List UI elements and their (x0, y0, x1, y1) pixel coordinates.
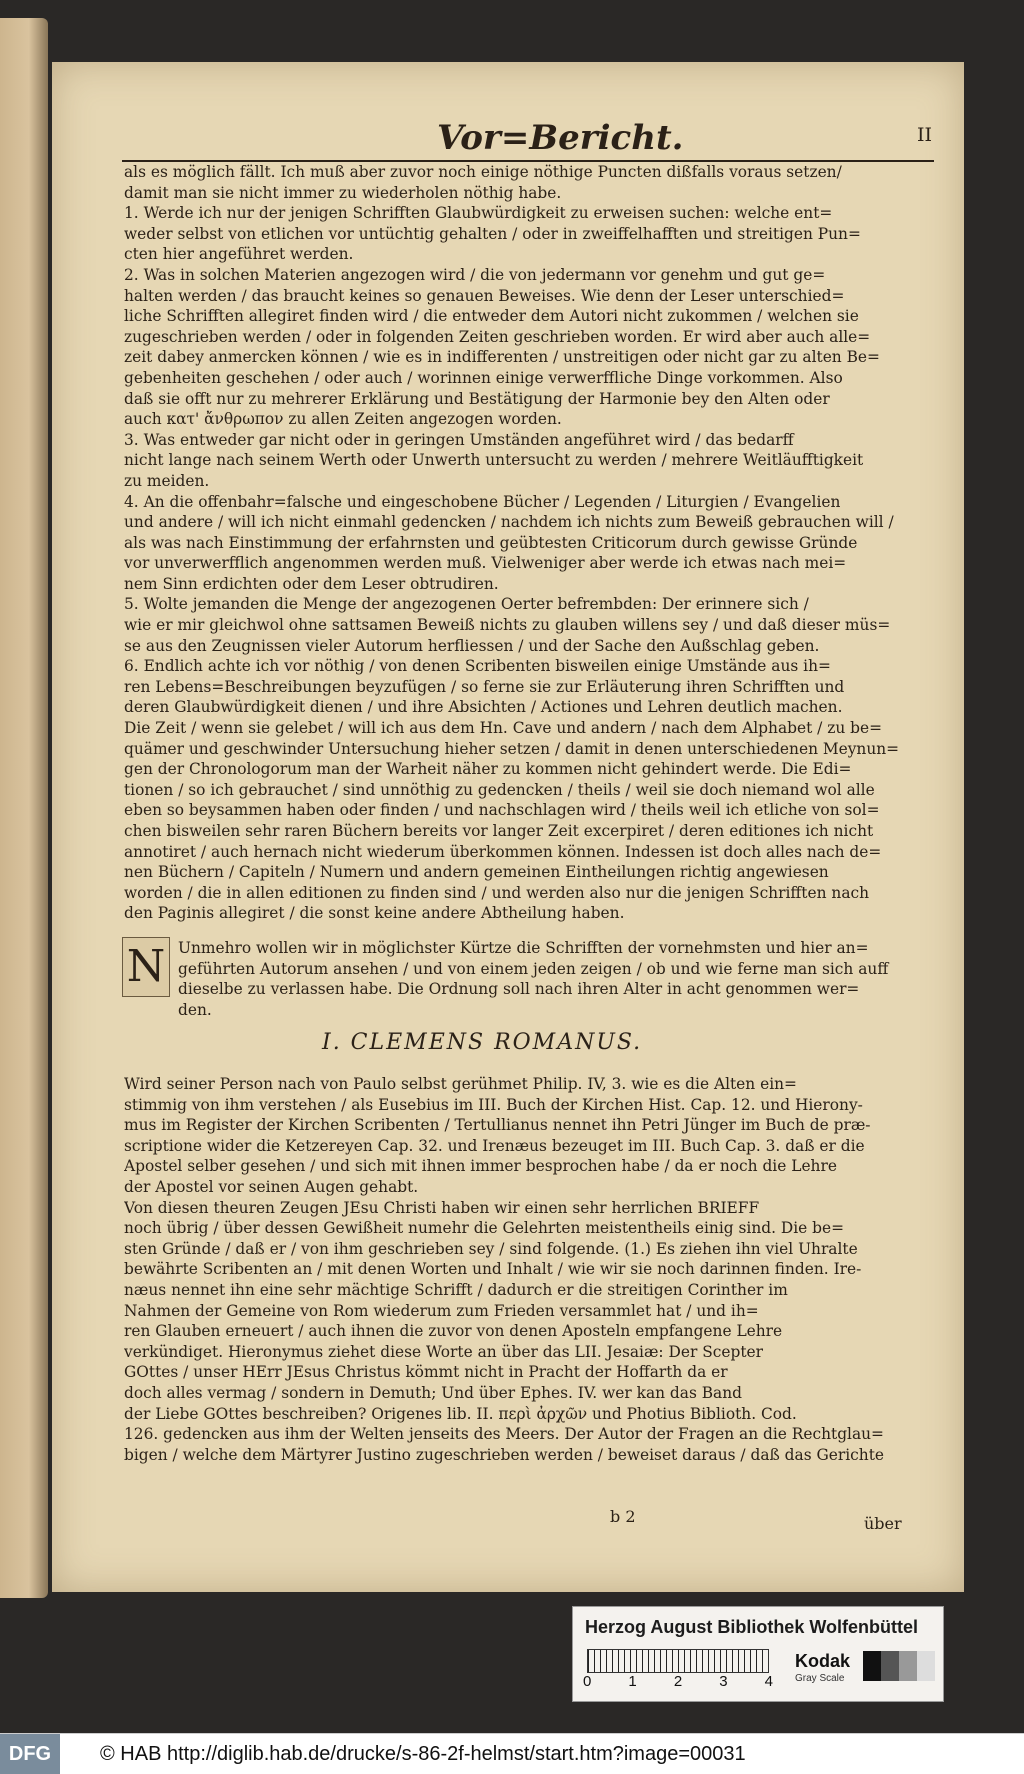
text-line: den. (178, 1000, 212, 1019)
text-line: der Apostel vor seinen Augen gehabt. (124, 1177, 419, 1196)
text-line: GOttes / unser HErr JEsus Christus kömmt nicht in Pracht der Hoffarth da er (124, 1363, 728, 1382)
text-line: auch κατ' ἄνθρωπον zu allen Zeiten angezogen worden. (124, 410, 562, 429)
page-number: II (916, 124, 932, 146)
copyright-url[interactable]: © HAB http://diglib.hab.de/drucke/s-86-2f-helmst/start.htm?image=00031 (100, 1743, 746, 1765)
book-page (52, 62, 964, 1592)
ruler-number: 1 (628, 1673, 637, 1690)
running-head: Vor=Bericht. (437, 118, 684, 158)
text-line: verkündiget. Hieronymus ziehet diese Worte an über das LII. Jesaiæ: Der Scepter (124, 1342, 763, 1361)
text-line: bigen / welche dem Märtyrer Justino zugeschrieben werden / beweiset daraus / daß das Gerichte (124, 1445, 885, 1464)
ruler-number: 2 (673, 1673, 683, 1690)
text-line: doch alles vermag / sondern in Demuth; Und über Ephes. IV. wer kan das Band (124, 1383, 742, 1402)
text-line: chen bisweilen sehr raren Büchern bereits vor langer Zeit excerpiret / deren editiones ich nicht (124, 822, 874, 840)
text-line: zeit dabey anmercken können / wie es in indifferenten / unstreitigen oder nicht gar zu alten Be= (124, 348, 880, 367)
gray-swatches (863, 1651, 935, 1681)
text-line: zugeschrieben werden / oder in folgenden Zeiten geschrieben worden. Er wird aber auch alle= (124, 327, 871, 346)
text-line: 5. Wolte jemanden die Menge der angezogenen Oerter befrembden: Der erinnere sich / (124, 595, 809, 614)
text-line: halten werden / das braucht keines so genauen Beweises. Wie denn der Leser unterschied= (124, 286, 845, 305)
text-line: 1. Werde ich nur der jenigen Schrifften Glaubwürdigkeit zu erweisen suchen: welche ent= (124, 204, 833, 223)
ruler-number: 3 (719, 1673, 728, 1690)
dfg-logo: DFG (0, 1734, 60, 1774)
text-line: quämer und geschwinder Untersuchung hieher setzen / damit in denen unterschiedenen Meynun= (124, 739, 900, 758)
text-line: gen der Chronologorum man der Warheit näher zu kommen nicht gehindert werde. Die Edi= (124, 760, 852, 779)
text-line: annotiret / auch hernach nicht wiederum überkommen können. Indessen ist doch alles nach de= (124, 842, 882, 861)
facing-page-edge (0, 18, 48, 1598)
text-line: Wird seiner Person nach von Paulo selbst gerühmet Philip. IV, 3. wie es die Alten ein= (124, 1075, 797, 1093)
library-name: Herzog August Bibliothek Wolfenbüttel (585, 1617, 918, 1637)
library-color-card (572, 1606, 944, 1702)
text-line: 4. An die offenbahr=falsche und eingeschobene Bücher / Legenden / Liturgien / Evangelien (124, 492, 841, 511)
text-line: eben so beysammen haben oder finden / und nachschlagen wird / theils weil ich etliche von sol= (124, 801, 880, 820)
text-line: stimmig von ihm verstehen / als Eusebius im III. Buch der Kirchen Hist. Cap. 12. und Hierony- (124, 1095, 863, 1114)
text-line: und andere / will ich nicht einmahl gedencken / nachdem ich nichts zum Beweiß gebrauchen will / (124, 513, 894, 532)
page-header (122, 110, 942, 160)
text-line: weder selbst von etlichen vor untüchtig gehalten / oder in zweiffelhafften und streitigen Pun= (124, 224, 861, 243)
text-line: als was nach Einstimmung der erfahrnsten und geübtesten Criticorum durch gewisse Gründe (124, 533, 858, 552)
text-line: der Liebe GOttes beschreiben? Origenes lib. II. περὶ ἀρχῶν und Photius Biblioth. Cod. (124, 1404, 797, 1423)
text-line: wie er mir gleichwol ohne sattsamen Beweiß nichts zu glauben willens sey / und daß dieser müs= (124, 616, 891, 635)
text-line: als es möglich fällt. Ich muß aber zuvor noch einige nöthige Puncten dißfalls voraus setzen/ (124, 163, 842, 181)
text-line: Von diesen theuren Zeugen JEsu Christi haben wir einen sehr herrlichen BRIEFF (124, 1198, 760, 1217)
text-line: 3. Was entweder gar nicht oder in geringen Umständen angeführet wird / das bedarff (124, 430, 794, 449)
text-line: worden / die in allen editionen zu finden sind / und werden also nur die jenigen Schrifften nach (124, 883, 870, 902)
text-line: Unmehro wollen wir in möglichster Kürtze die Schrifften der vornehmsten und hier an= (178, 939, 869, 957)
signature-mark: b 2 (610, 1507, 636, 1526)
kodak-logo-text: Kodak (795, 1651, 851, 1671)
ruler-number: 0 (583, 1673, 592, 1690)
text-line: sten Gründe / daß er / von ihm geschrieben sey / sind folgende. (1.) Es ziehen ihn viel Uhralte (124, 1239, 858, 1258)
text-line: gebenheiten geschehen / oder auch / worinnen einige verwerffliche Dinge vorkommen. Also (124, 368, 843, 387)
text-block-clemens (124, 1074, 919, 1465)
text-line: noch übrig / über dessen Gewißheit numehr die Gelehrten meistentheils einig sind. Die be= (124, 1219, 844, 1238)
text-block-transition (178, 938, 918, 1020)
gray-scale-label: Gray Scale (795, 1673, 845, 1684)
text-line: nicht lange nach seinem Werth oder Unwerth untersucht zu werden / mehrere Weitläufftigkeit (124, 451, 864, 470)
text-line: nem Sinn erdichten oder dem Leser obtrudiren. (124, 574, 499, 593)
text-line: bewährte Scribenten an / mit denen Worten und Inhalt / wie wir sie noch darinnen finden. Ire- (124, 1260, 862, 1279)
text-line: Die Zeit / wenn sie gelebet / will ich aus dem Hn. Cave und andern / nach dem Alphabet / zu be= (124, 719, 883, 738)
text-line: ren Glauben erneuert / auch ihnen die zuvor von denen Aposteln empfangene Lehre (124, 1322, 783, 1341)
text-block-intro-points (124, 162, 919, 924)
text-line: tionen / so ich gebrauchet / sind unnöthig zu gedencken / theils / weil sie doch niemand wol alle (124, 780, 875, 799)
text-line: geführten Autorum ansehen / und von einem jeden zeigen / ob und wie ferne man sich auff (178, 959, 889, 978)
text-line: næus nennet ihn eine sehr mächtige Schrifft / dadurch er die streitigen Corinther im (124, 1280, 788, 1299)
text-line: daß sie offt nur zu mehrerer Erklärung und Bestätigung der Harmonie bey den Alten oder (124, 389, 830, 408)
text-line: zu meiden. (124, 471, 210, 490)
text-line: ren Lebens=Beschreibungen beyzufügen / so ferne sie zur Erläuterung ihren Schrifften und (124, 677, 845, 696)
text-line: damit man sie nicht immer zu wiederholen nöthig habe. (124, 183, 562, 202)
ruler-numbers (583, 1673, 773, 1690)
text-line: liche Schrifften allegiret finden wird / die entweder dem Autori nicht zukommen / welchen sie (124, 307, 859, 326)
catchword: über (864, 1514, 902, 1533)
text-line: 2. Was in solchen Materien angezogen wird / die von jedermann vor genehm und gut ge= (124, 265, 826, 284)
text-line: se aus den Zeugnissen vieler Autorum herfliessen / und der Sache den Außschlag geben. (124, 636, 820, 655)
text-line: vor unverwerfflich angenommen werden muß. Vielweniger aber werde ich etwas nach mei= (124, 554, 847, 573)
viewer-footer (0, 1733, 1024, 1774)
text-line: Apostel selber gesehen / und sich mit ihnen immer besprochen habe / da er noch die Lehre (124, 1157, 837, 1176)
text-line: cten hier angeführet werden. (124, 245, 354, 264)
text-line: nen Büchern / Capiteln / Numern und andern gemeinen Eintheilungen richtig angewiesen (124, 863, 829, 882)
text-line: mus im Register der Kirchen Scribenten / Tertullianus nennet ihn Petri Jünger im Buch de præ- (124, 1116, 871, 1135)
text-line: deren Glaubwürdigkeit dienen / und ihre Absichten / Actiones und Lehren deutlich machen. (124, 698, 843, 717)
text-line: 126. gedencken aus ihm der Welten jenseits des Meers. Der Autor der Fragen an die Rechtglau= (124, 1425, 884, 1444)
text-line: 6. Endlich achte ich vor nöthig / von denen Scribenten bisweilen einige Umstände aus ih= (124, 657, 831, 676)
text-line: den Paginis allegiret / die sonst keine andere Abtheilung haben. (124, 904, 625, 923)
text-line: scriptione wider die Ketzereyen Cap. 32. und Irenæus bezeuget im III. Buch Cap. 3. daß er die (124, 1136, 865, 1155)
text-line: Nahmen der Gemeine von Rom wiederum zum Frieden versammlet hat / und ih= (124, 1301, 759, 1320)
ruler-scale (587, 1649, 769, 1673)
ruler-number: 4 (764, 1673, 773, 1690)
drop-cap-initial: N (122, 937, 170, 997)
text-line: dieselbe zu verlassen habe. Die Ordnung soll nach ihren Alter in acht genommen wer= (178, 980, 860, 999)
section-title: I. CLEMENS ROMANUS. (322, 1030, 643, 1055)
